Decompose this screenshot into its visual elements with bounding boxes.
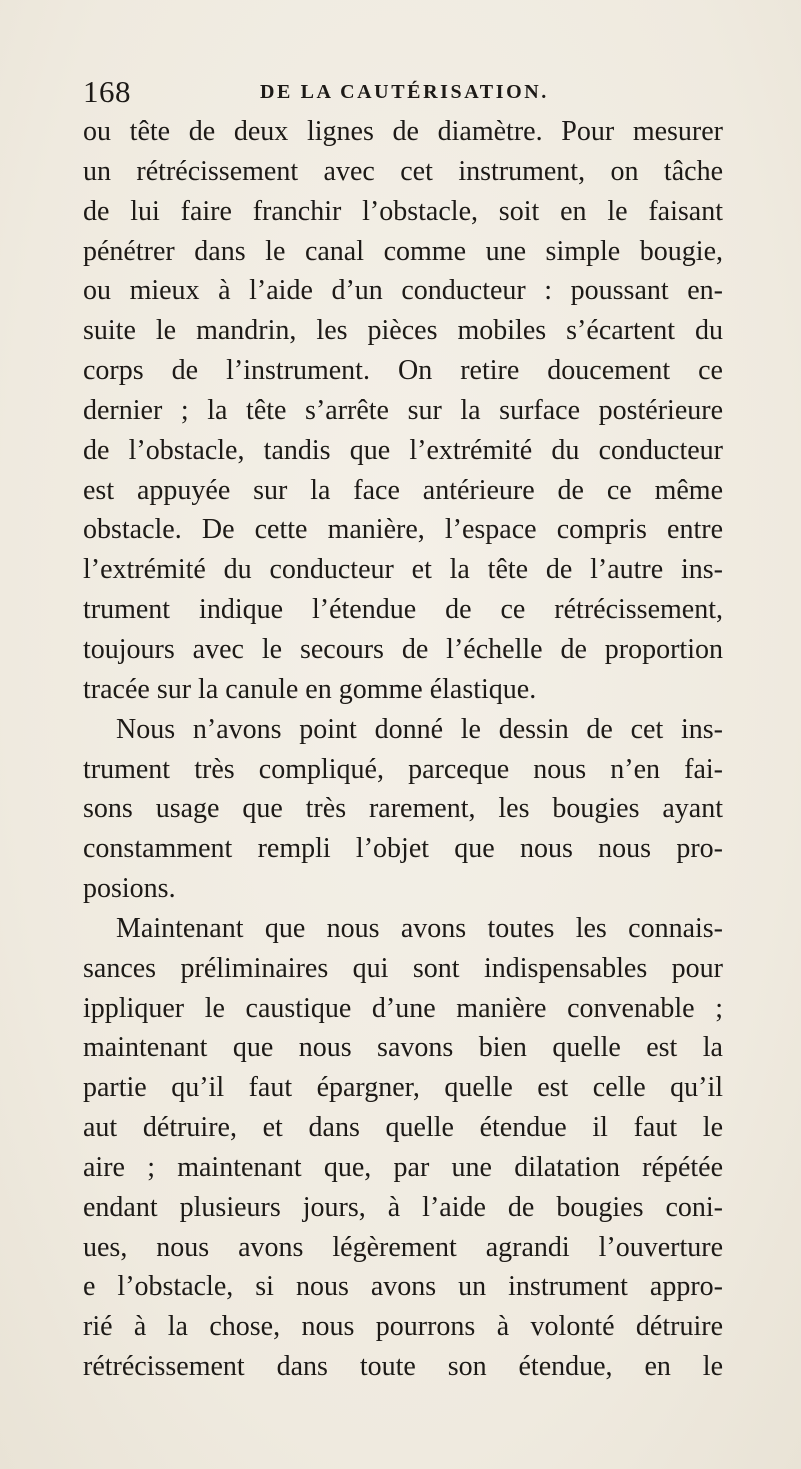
text-line: sances préliminaires qui sont indispensables pour	[83, 952, 723, 984]
text-line: corps de l’instrument. On retire doucement ce	[83, 355, 723, 387]
text-line: endant plusieurs jours, à l’aide de bougies coni-	[83, 1191, 723, 1223]
text-line: trument très compliqué, parceque nous n’en fai-	[83, 753, 723, 785]
page-number: 168	[83, 74, 131, 109]
text-line: aire ; maintenant que, par une dilatation répétée	[83, 1151, 723, 1183]
text-line: ues, nous avons légèrement agrandi l’ouverture	[83, 1231, 723, 1263]
text-line: ippliquer le caustique d’une manière convenable ;	[83, 992, 723, 1024]
text-line: Nous n’avons point donné le dessin de cet ins-	[116, 713, 723, 745]
text-line: constamment rempli l’objet que nous nous pro-	[83, 833, 723, 865]
text-line: sons usage que très rarement, les bougies ayant	[83, 793, 723, 825]
text-line: tracée sur la canule en gomme élastique.	[83, 673, 537, 705]
text-line: trument indique l’étendue de ce rétrécissement,	[83, 594, 723, 626]
text-line: ou tête de deux lignes de diamètre. Pour mesurer	[83, 116, 723, 147]
text-line: partie qu’il faut épargner, quelle est celle qu’il	[83, 1072, 723, 1104]
text-line: de l’obstacle, tandis que l’extrémité du conducteur	[83, 434, 723, 466]
text-line: de lui faire franchir l’obstacle, soit en le faisant	[83, 195, 723, 227]
text-line: rié à la chose, nous pourrons à volonté détruire	[83, 1311, 723, 1343]
page-header	[83, 74, 723, 114]
text-line: l’extrémité du conducteur et la tête de l’autre ins-	[83, 554, 723, 586]
text-line: Maintenant que nous avons toutes les connais-	[116, 912, 723, 944]
text-line: maintenant que nous savons bien quelle est la	[83, 1032, 723, 1064]
text-line: e l’obstacle, si nous avons un instrument appro-	[83, 1271, 723, 1303]
text-line: toujours avec le secours de l’échelle de proportion	[83, 633, 723, 665]
text-line: aut détruire, et dans quelle étendue il faut le	[83, 1112, 723, 1144]
text-line: posions.	[83, 873, 176, 905]
text-line: ou mieux à l’aide d’un conducteur : poussant en-	[83, 275, 723, 307]
text-line: est appuyée sur la face antérieure de ce même	[83, 474, 723, 506]
text-line: un rétrécissement avec cet instrument, on tâche	[83, 155, 723, 187]
text-line: rétrécissement dans toute son étendue, en le	[83, 1351, 723, 1383]
text-line: dernier ; la tête s’arrête sur la surface postérieure	[83, 394, 723, 426]
text-line: pénétrer dans le canal comme une simple bougie,	[83, 235, 723, 267]
text-line: obstacle. De cette manière, l’espace compris entre	[83, 514, 723, 546]
running-title: DE LA CAUTÉRISATION.	[260, 81, 549, 103]
text-line: suite le mandrin, les pièces mobiles s’écartent du	[83, 315, 723, 347]
body-text	[83, 112, 723, 1387]
